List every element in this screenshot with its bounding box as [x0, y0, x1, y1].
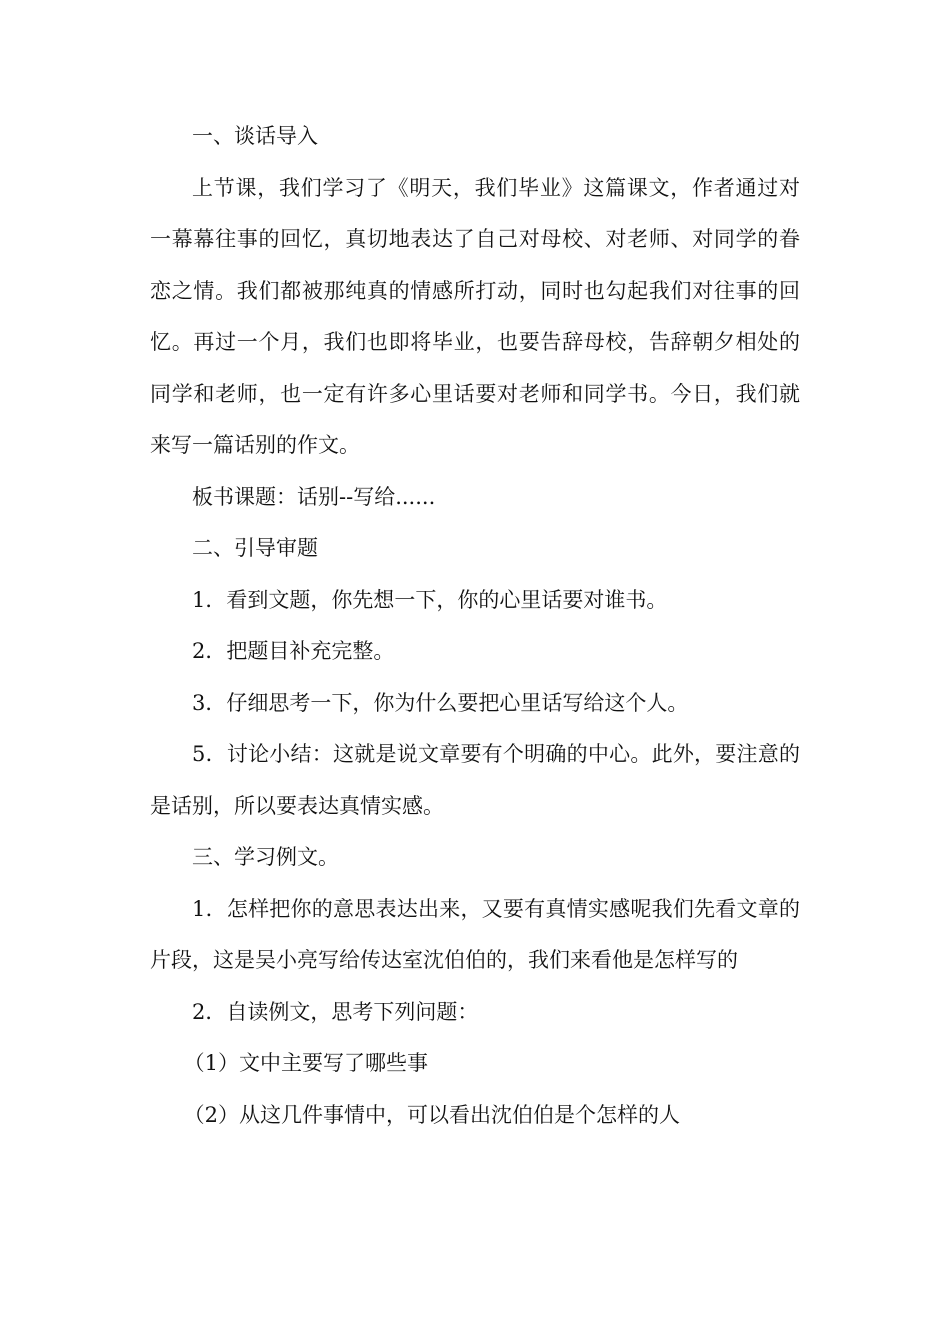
document-body: [150, 111, 800, 1141]
paragraph-intro: 上节课，我们学习了《明天，我们毕业》这篇课文，作者通过对一幕幕往事的回忆，真切地表达了自己对母校、对老师、对同学的眷恋之情。我们都被那纯真的情感所打动，同时也勾起我们对往事的回忆。再过一个月，我们也即将毕业，也要告辞母校，告辞朝夕相处的同学和老师，也一定有许多心里话要对老师和同学书。今日，我们就来写一篇话别的作文。: [150, 175, 800, 457]
section-heading-1: 一、谈话导入: [192, 124, 318, 148]
paragraph-board-title: 板书课题：话别--写给......: [192, 484, 436, 509]
sub-question-2: （2）从这几件事情中，可以看出沈伯伯是个怎样的人: [183, 1102, 680, 1127]
section-heading-2: 二、引导审题: [192, 536, 318, 560]
list-item-example-1: 1．怎样把你的意思表达出来，又要有真情实感呢我们先看文章的片段，这是吴小亮写给传达室沈伯伯的，我们来看他是怎样写的: [150, 896, 800, 972]
section-heading-3: 三、学习例文。: [192, 845, 339, 869]
sub-question-1: （1）文中主要写了哪些事: [183, 1051, 428, 1075]
list-item-2: 2．把题目补充完整。: [192, 639, 395, 663]
list-item-3: 3．仔细思考一下，你为什么要把心里话写给这个人。: [192, 690, 689, 715]
list-item-1: 1．看到文题，你先想一下，你的心里话要对谁书。: [192, 587, 668, 612]
list-item-5: 5．讨论小结：这就是说文章要有个明确的中心。此外，要注意的是话别，所以要表达真情实感。: [150, 742, 800, 818]
list-item-example-2: 2．自读例文，思考下列问题：: [192, 999, 479, 1024]
